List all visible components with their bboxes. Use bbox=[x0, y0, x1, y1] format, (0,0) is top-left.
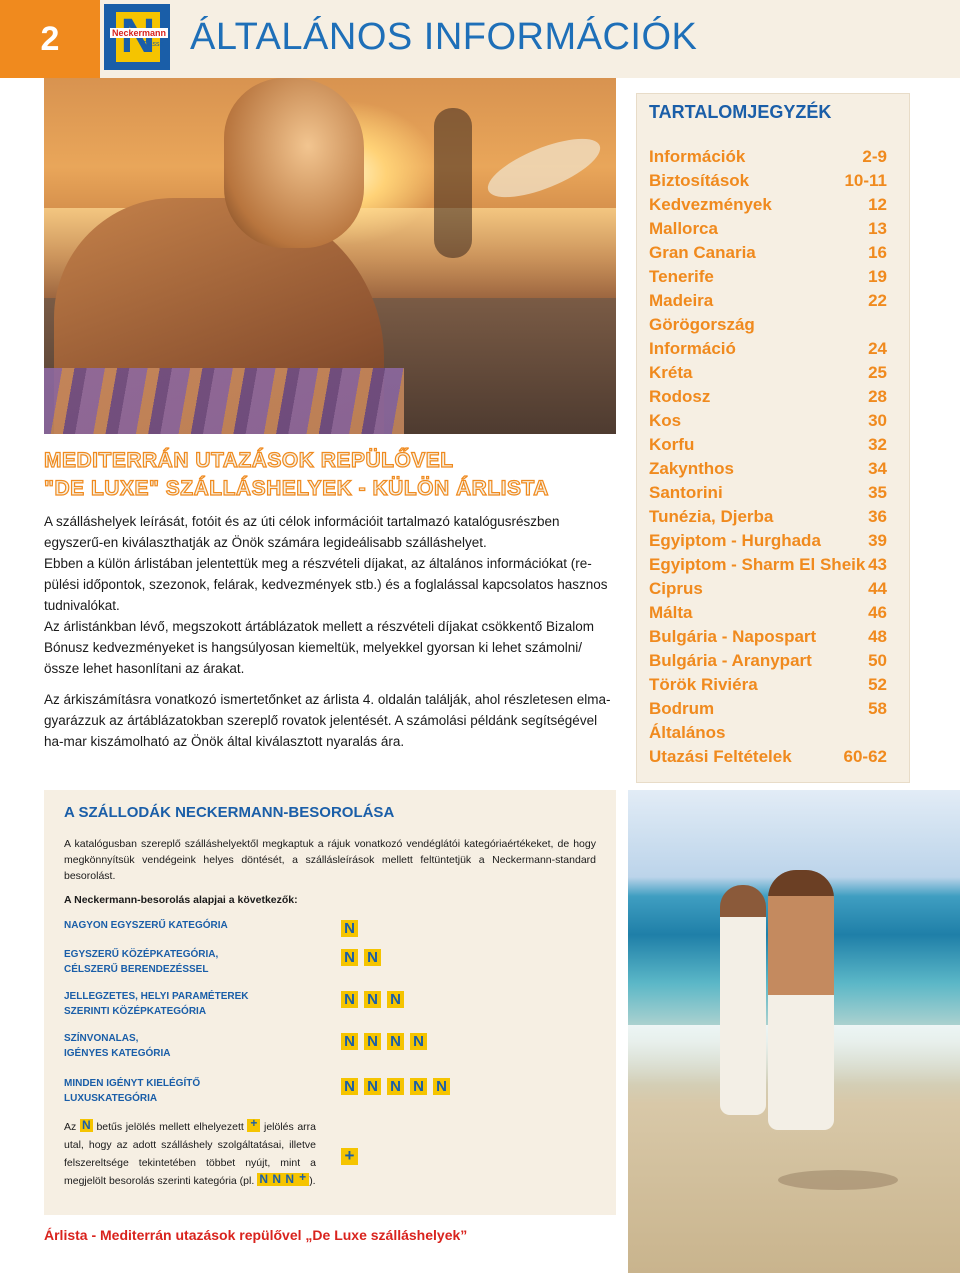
logo-subtext: Classic bbox=[142, 41, 165, 48]
toc-item-label: Információ bbox=[649, 339, 736, 358]
beach-couple-photo bbox=[628, 790, 960, 1273]
rating-category-label bbox=[64, 918, 324, 933]
n-rating-icon bbox=[387, 1078, 404, 1095]
toc-item bbox=[649, 747, 887, 771]
toc-item bbox=[649, 339, 887, 363]
n-rating-icon bbox=[257, 1173, 270, 1186]
plus-rating-icon bbox=[341, 1148, 358, 1165]
page-title: ÁLTALÁNOS INFORMÁCIÓK bbox=[190, 16, 698, 58]
note-part-c: jelölés arra utal, hogy az adott szálláshely szolgáltatásai, illetve felszereltsége tekintetében többet nyújt, mint a megjelölt besorolás szerinti kategória (pl. bbox=[64, 1121, 317, 1187]
toc-item-label: Mallorca bbox=[649, 219, 718, 238]
n-rating-icon bbox=[410, 1033, 427, 1050]
toc-item bbox=[649, 435, 887, 459]
n-rating-icon bbox=[341, 949, 358, 966]
photo-surfer bbox=[434, 108, 472, 258]
toc-item bbox=[649, 651, 887, 675]
toc-item-page: 2-9 bbox=[862, 147, 887, 166]
toc-item-label: Tenerife bbox=[649, 267, 714, 286]
toc-item-label: Görögország bbox=[649, 315, 755, 334]
toc-item-page: 43 bbox=[868, 555, 887, 574]
n-rating-icon bbox=[364, 1033, 381, 1050]
toc-item-page: 16 bbox=[868, 243, 887, 262]
rating-category-line2: LUXUSKATEGÓRIA bbox=[64, 1093, 158, 1104]
toc-item-label: Korfu bbox=[649, 435, 695, 454]
toc-item-label: Ciprus bbox=[649, 579, 703, 598]
toc-item-label: Rodosz bbox=[649, 387, 711, 406]
rating-category-label bbox=[64, 1076, 324, 1106]
toc-item-page: 22 bbox=[868, 291, 887, 310]
toc-item bbox=[649, 723, 887, 747]
toc-item-page: 30 bbox=[868, 411, 887, 430]
toc-item-page: 24 bbox=[868, 339, 887, 358]
toc-item bbox=[649, 555, 887, 579]
toc-item bbox=[649, 531, 887, 555]
rating-icons bbox=[341, 920, 358, 937]
toc-item-page: 52 bbox=[868, 675, 887, 694]
photo-surfboard bbox=[481, 127, 607, 209]
rating-category-line2: IGÉNYES KATEGÓRIA bbox=[64, 1048, 171, 1059]
page-number: 2 bbox=[40, 19, 60, 58]
toc-item bbox=[649, 171, 887, 195]
toc-item-page: 13 bbox=[868, 219, 887, 238]
n-rating-icon bbox=[387, 991, 404, 1008]
toc-item-page: 60-62 bbox=[843, 747, 887, 766]
section-heading-line2: "DE LUXE" SZÁLLÁSHELYEK - KÜLÖN ÁRLISTA bbox=[44, 477, 549, 500]
toc-item bbox=[649, 699, 887, 723]
plus-rating-example bbox=[341, 1148, 358, 1170]
toc-item bbox=[649, 483, 887, 507]
toc-item-page: 19 bbox=[868, 267, 887, 286]
toc-item-label: Bodrum bbox=[649, 699, 715, 718]
plus-rating-icon bbox=[247, 1119, 260, 1132]
rating-category-label bbox=[64, 989, 324, 1019]
logo-text: Neckermann bbox=[112, 28, 167, 38]
toc-item-page: 58 bbox=[868, 699, 887, 718]
rating-icons bbox=[341, 1078, 450, 1095]
n-rating-icon bbox=[341, 1078, 358, 1095]
photo-woman-head bbox=[224, 78, 364, 248]
toc-item-label: Tunézia, Djerba bbox=[649, 507, 774, 526]
toc-item-label: Kréta bbox=[649, 363, 693, 382]
rating-category-label bbox=[64, 1031, 324, 1061]
sunset-beach-photo bbox=[44, 78, 616, 434]
toc-item-label: Egyiptom - Sharm El Sheik bbox=[649, 555, 866, 574]
toc-item-label: Egyiptom - Hurghada bbox=[649, 531, 821, 550]
n-rating-icon bbox=[364, 1078, 381, 1095]
toc-item bbox=[649, 579, 887, 603]
ratings-basis: A Neckermann-besorolás alapjai a következők: bbox=[64, 894, 298, 906]
toc-item-label: Santorini bbox=[649, 483, 723, 502]
rating-category-label bbox=[64, 947, 324, 977]
photo-woman bbox=[720, 885, 766, 1115]
toc-item bbox=[649, 507, 887, 531]
toc-item bbox=[649, 315, 887, 339]
rating-icons bbox=[341, 949, 381, 966]
toc-item bbox=[649, 363, 887, 387]
intro-paragraph-4: Az árkiszámításra vonatkozó ismertetőnket az árlista 4. oldalán találják, ahol részletesen elma-gyarázzuk az ártáblázatokban szereplő rovatok jelentését. A számolási példánk segítségével ha-mar kiszámolható az Önök által kiválasztott nyaralás ára. bbox=[44, 692, 611, 749]
plus-rating-icon bbox=[296, 1173, 309, 1186]
toc-item-page: 35 bbox=[868, 483, 887, 502]
ratings-note bbox=[64, 1118, 316, 1190]
toc-item-page: 28 bbox=[868, 387, 887, 406]
toc-item bbox=[649, 267, 887, 291]
photo-shadow bbox=[778, 1170, 898, 1190]
photo-man bbox=[768, 870, 834, 1130]
toc-list bbox=[649, 147, 887, 771]
n-rating-icon bbox=[283, 1173, 296, 1186]
intro-text bbox=[44, 511, 616, 752]
photo-towel bbox=[44, 368, 404, 434]
toc-item-label: Málta bbox=[649, 603, 693, 622]
page-number-box bbox=[0, 0, 100, 78]
toc-item-page: 32 bbox=[868, 435, 887, 454]
toc-item bbox=[649, 603, 887, 627]
toc-item-label: Kos bbox=[649, 411, 682, 430]
toc-item-label: Bulgária - Aranypart bbox=[649, 651, 812, 670]
toc-item bbox=[649, 147, 887, 171]
n-rating-icon bbox=[341, 920, 358, 937]
toc-item-page: 39 bbox=[868, 531, 887, 550]
toc-item-page: 36 bbox=[868, 507, 887, 526]
section-heading-line1: MEDITERRÁN UTAZÁSOK REPÜLŐVEL bbox=[44, 449, 454, 472]
n-rating-icon bbox=[270, 1173, 283, 1186]
note-part-b: betűs jelölés mellett elhelyezett bbox=[96, 1121, 244, 1133]
n-rating-icon bbox=[341, 1033, 358, 1050]
rating-icons bbox=[341, 991, 404, 1008]
page-header bbox=[0, 0, 960, 78]
toc-item-page: 34 bbox=[868, 459, 887, 478]
footer-text: Árlista - Mediterrán utazások repülővel „De Luxe szálláshelyek” bbox=[44, 1227, 468, 1243]
n-rating-icon bbox=[364, 949, 381, 966]
n-rating-icon bbox=[364, 991, 381, 1008]
intro-paragraph-2: Ebben a külön árlistában jelentettük meg a részvételi díjakat, az általános információkat (re-pülési időpontok, szezonok, felárak, kedvezmények stb.) és a foglalással kapcsolatos hasznos tudnivalókat. bbox=[44, 556, 608, 613]
rating-category-line1: EGYSZERŰ KÖZÉPKATEGÓRIA, bbox=[64, 949, 219, 960]
intro-paragraph-1: A szálláshelyek leírását, fotóit és az úti célok információit tartalmazó katalógusrészben egyszerű-en kiválaszthatják az Önök számára legideálisabb szálláshelyet. bbox=[44, 514, 560, 550]
note-part-a: Az bbox=[64, 1121, 77, 1133]
toc-item bbox=[649, 219, 887, 243]
ratings-title: A SZÁLLODÁK NECKERMANN-BESOROLÁSA bbox=[64, 804, 395, 821]
rating-category-line2: CÉLSZERŰ BERENDEZÉSSEL bbox=[64, 964, 209, 975]
toc-item-page: 25 bbox=[868, 363, 887, 382]
toc-item bbox=[649, 387, 887, 411]
toc-item-label: Madeira bbox=[649, 291, 714, 310]
toc-item bbox=[649, 291, 887, 315]
rating-category-line1: JELLEGZETES, HELYI PARAMÉTEREK bbox=[64, 991, 249, 1002]
toc-item-page: 44 bbox=[868, 579, 887, 598]
toc-item-label: Zakynthos bbox=[649, 459, 735, 478]
toc-item bbox=[649, 411, 887, 435]
rating-category-line1: SZÍNVONALAS, bbox=[64, 1033, 139, 1044]
rating-category-line1: MINDEN IGÉNYT KIELÉGÍTŐ bbox=[64, 1078, 201, 1089]
toc-item-label: Kedvezmények bbox=[649, 195, 772, 214]
toc-item-label: Utazási Feltételek bbox=[649, 747, 792, 766]
toc-item-label: Információk bbox=[649, 147, 746, 166]
toc-item-page: 50 bbox=[868, 651, 887, 670]
toc-item bbox=[649, 627, 887, 651]
toc-item-page: 10-11 bbox=[844, 171, 887, 190]
rating-category-line2: SZERINTI KÖZÉPKATEGÓRIA bbox=[64, 1006, 207, 1017]
rating-icons bbox=[341, 1033, 427, 1050]
toc-item-page: 12 bbox=[868, 195, 887, 214]
toc-item bbox=[649, 675, 887, 699]
neckermann-logo-icon bbox=[104, 4, 170, 70]
toc-item-label: Általános bbox=[649, 723, 726, 742]
toc-item-page: 46 bbox=[868, 603, 887, 622]
ratings-panel bbox=[44, 790, 616, 1215]
toc-item-label: Gran Canaria bbox=[649, 243, 756, 262]
n-rating-icon bbox=[433, 1078, 450, 1095]
ratings-description: A katalógusban szereplő szálláshelyektől megkaptuk a rájuk vonatkozó vendéglátói kategóriaértékeket, de hogy megkönnyítsük vendégeink helyes döntését, a szállásleírások mellett feltüntetjük a Neckermann-standard besorolást. bbox=[64, 838, 596, 882]
note-part-d: ). bbox=[309, 1175, 316, 1187]
intro-paragraph-3: Az árlistánkban lévő, megszokott ártáblázatok mellett a részvételi díjakat csökkentő Bizalom Bónusz kedvezményeket is hangsúlyosan kiemeltük, melyekkel gyorsan ki lehet számolni/össze lehet hasonlítani az árakat. bbox=[44, 619, 595, 676]
rating-category-line1: NAGYON EGYSZERŰ KATEGÓRIA bbox=[64, 920, 228, 931]
n-rating-icon bbox=[80, 1119, 93, 1132]
toc-item-page: 48 bbox=[868, 627, 887, 646]
n-rating-icon bbox=[387, 1033, 404, 1050]
n-rating-icon bbox=[410, 1078, 427, 1095]
toc-item-label: Török Riviéra bbox=[649, 675, 758, 694]
section-heading bbox=[44, 447, 624, 503]
toc-title: TARTALOMJEGYZÉK bbox=[649, 102, 832, 122]
toc-item-label: Biztosítások bbox=[649, 171, 750, 190]
n-rating-icon bbox=[341, 991, 358, 1008]
toc-item-label: Bulgária - Napospart bbox=[649, 627, 817, 646]
toc-item bbox=[649, 195, 887, 219]
table-of-contents bbox=[636, 93, 910, 783]
toc-item bbox=[649, 243, 887, 267]
toc-item bbox=[649, 459, 887, 483]
